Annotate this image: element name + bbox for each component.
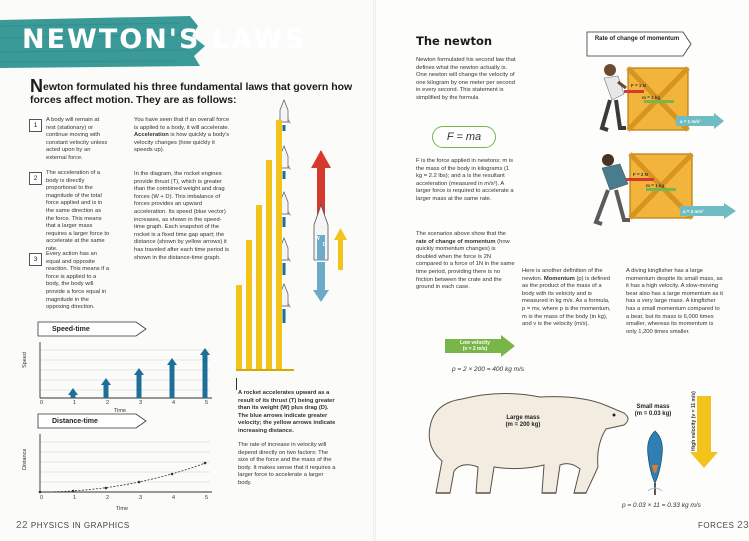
distance-tick: 3 <box>139 495 143 501</box>
wd-arrow <box>334 228 347 270</box>
momentum-definition <box>522 268 614 329</box>
kingfisher-paragraph: A diving kingfisher has a large momentum despite its small mass, as it has a high velocity. A slow-moving bear also has a large momentum as it has a very large mass. A kingfisher has a small momentum compared to a bear, but its mass is 6,000 times smaller, whereas its momentum is only 1,200 times smaller. <box>626 268 723 335</box>
big-rocket <box>314 205 328 260</box>
footer-left <box>16 520 130 531</box>
book-spine <box>373 0 376 541</box>
section-title: FORCES <box>698 521 735 530</box>
speed-vector <box>68 388 78 398</box>
page-number-right: 23 <box>737 520 749 531</box>
weight-label: W <box>315 236 320 242</box>
crate-diagram <box>590 60 740 230</box>
high-velocity-title: High velocity <box>691 419 697 451</box>
speed-tick: 3 <box>139 400 143 406</box>
kingfisher-illustration <box>638 425 672 497</box>
momentum-term: Momentum <box>543 275 575 282</box>
distance-point <box>72 490 75 493</box>
crate-top-force: F = 1 N <box>631 83 646 88</box>
momentum-change-term: rate of change of momentum <box>416 238 496 245</box>
high-velocity-label <box>691 391 697 451</box>
distance-curve <box>40 462 208 492</box>
bear-mass-value: (m = 200 kg) <box>505 422 541 428</box>
momentum-change-intro: The scenarios above show that the <box>416 231 506 237</box>
distance-point <box>171 473 174 476</box>
newton-heading: The newton <box>416 34 493 48</box>
speed-vector <box>200 348 210 398</box>
drag-label: D <box>323 242 327 248</box>
high-velocity-value: (v = 11 m/s) <box>691 391 697 419</box>
footer-right <box>698 520 749 531</box>
speed-tick: 4 <box>172 400 176 406</box>
crate-top-mass: m = 1 kg <box>642 95 661 100</box>
person-pushing-bottom <box>596 154 630 224</box>
law-number-2: 2 <box>29 172 42 185</box>
low-velocity-label <box>450 340 500 352</box>
low-velocity-value: (v = 2 m/s) <box>462 346 488 352</box>
bear-mass-label <box>498 415 548 429</box>
distance-point <box>39 491 42 494</box>
intro-dropcap: N <box>30 76 43 96</box>
momentum-change-body: (how quickly momentum changes) is doubled when the force is 2N compared to a force of 1N in the same time period, providing there is no friction between the crate and the ground in each case. <box>416 238 515 291</box>
law-number-3: 3 <box>29 253 42 266</box>
law-1-text: A body will remain at rest (stationary) or continue moving with constant velocity unless acted upon by an external force. <box>46 117 108 161</box>
acceleration-term: Acceleration <box>134 132 169 139</box>
speed-chart-title: Speed-time <box>52 326 90 333</box>
acceleration-definition: is how quickly a body's velocity changes (how quickly it speeds up). <box>134 132 230 154</box>
crate-title-tag <box>585 30 695 58</box>
kingfisher-momentum-equation: p = 0.03 × 11 = 0.33 kg m/s <box>622 502 701 509</box>
speed-vectors <box>68 348 210 398</box>
distance-gridlines <box>40 442 210 482</box>
speed-tick: 2 <box>106 400 110 406</box>
formula-badge: F = ma <box>432 126 496 148</box>
distance-tick: 5 <box>205 495 209 501</box>
distance-point <box>204 462 207 465</box>
law-number-1: 1 <box>29 119 42 132</box>
speed-tick: 0 <box>40 400 44 406</box>
momentum-change-paragraph <box>416 231 516 292</box>
formula-explanation: F is the force applied in newtons; m is the mass of the body in kilograms (1 kg = 2.2 lbs); and a is the resultant acceleration (measured in m/s²). A larger force is required to accelerate a larger mass at the same rate. <box>416 158 514 202</box>
crate-bottom-accel: a = 2 m/s² <box>683 209 704 214</box>
distance-tick: 4 <box>172 495 176 501</box>
book-title: PHYSICS IN GRAPHICS <box>30 521 130 530</box>
rocket-diagram <box>232 90 364 380</box>
speed-tick: 1 <box>73 400 77 406</box>
distance-point <box>138 481 141 484</box>
rocket-caption: A rocket accelerates upward as a result of its thrust (T) being greater than its weight (W) plus drag (D). The blue arrows indicate greater velocity; the yellow arrows indicate increasing distance. <box>238 390 336 434</box>
distance-points <box>39 462 207 494</box>
speed-tick: 5 <box>205 400 209 406</box>
speed-vector <box>134 368 144 398</box>
acceleration-paragraph <box>134 117 232 155</box>
kingfisher-mass-value: (m = 0.03 kg) <box>634 411 672 417</box>
distance-chart-title: Distance-time <box>52 418 98 425</box>
caption-pointer <box>236 378 237 390</box>
distance-tick: 1 <box>73 495 77 501</box>
speed-time-chart <box>18 320 218 412</box>
page-number-left: 22 <box>16 520 29 531</box>
speed-vector <box>167 358 177 398</box>
bear-illustration <box>410 375 642 505</box>
crate-top-accel: a = 1 m/s² <box>680 119 701 124</box>
law-2-text: The acceleration of a body is directly proportional to the magnitude of the total force applied and is in the same direction as the force. This means that a larger mass requires a larger force to accelerate at the same rate. <box>46 170 110 252</box>
person-pushing-top <box>602 64 626 130</box>
distance-tick-row <box>38 495 218 503</box>
rate-paragraph: The rate of increase in velocity will depend directly on two factors: The size of the force and the mass of the body. It makes sense that it requires a larger force to accelerate a larger body. <box>238 442 336 486</box>
crate-bottom-mass: m = 1 kg <box>646 183 665 188</box>
distance-axis-label: Distance <box>22 448 28 470</box>
momentum-intro: Here is another definition of the newton. <box>522 268 603 282</box>
kingfisher-mass-label <box>632 404 674 418</box>
speed-gridlines <box>40 350 210 390</box>
low-velocity-title: Low velocity <box>459 340 490 346</box>
speed-tick-row <box>38 400 218 408</box>
page-title: NEWTON'S LAWS <box>22 24 307 55</box>
distance-time-chart <box>18 412 218 504</box>
acceleration-intro: You have seen that if an overall force is applied to a body, it will accelerate. <box>134 117 230 131</box>
speed-time-axis-label: Time <box>114 408 127 414</box>
speed-vector <box>101 378 111 398</box>
crate-bottom-force: F = 2 N <box>633 172 648 177</box>
law-3-text: Every action has an equal and opposite reaction. This means if a force is applied to a body, the body will provide a force equal in magnitude in the opposing direction. <box>46 251 110 311</box>
rocket-diagram-paragraph: In the diagram, the rocket engines provide thrust (T), which is greater than the combined weight and drag forces (W + D). This imbalance of forces provides an upward acceleration. Its speed (blue vector) increases, as shown in the speed-time graph. Each snapshot of the rocket is a fixed time gap apart; the distance (shown by yellow arrows) it has traveled after each time period is shown in the distance-time graph. <box>134 171 230 261</box>
distance-tick: 2 <box>106 495 110 501</box>
speed-axis-label: Speed <box>22 352 28 368</box>
kingfisher-mass-title: Small mass <box>636 404 670 410</box>
intro-body: ewton formulated his three fundamental laws that govern how forces affect motion. They are as follows: <box>30 81 353 106</box>
crate-diagram-title: Rate of change of momentum <box>594 36 680 42</box>
distance-point <box>105 487 108 490</box>
distance-tick: 0 <box>40 495 44 501</box>
momentum-body: (p) is defined as the product of the mass of a body with its velocity and is measured in kg m/s. As a formula, p = mv, where p is the momentum, m is the mass of the body (in kg), and v is the velocity (m/s). <box>522 275 611 328</box>
bear-momentum-equation: p = 2 × 200 = 400 kg m/s <box>452 366 525 373</box>
newton-definition: Newton formulated his second law that defines what the newton actually is. One newton will change the velocity of one kilogram by one meter per second in every second. This statement is simplified by the formula <box>416 57 516 101</box>
distance-time-axis-label: Time <box>116 506 129 512</box>
weight-drag-arrows <box>313 262 329 302</box>
bear-mass-title: Large mass <box>506 415 540 421</box>
